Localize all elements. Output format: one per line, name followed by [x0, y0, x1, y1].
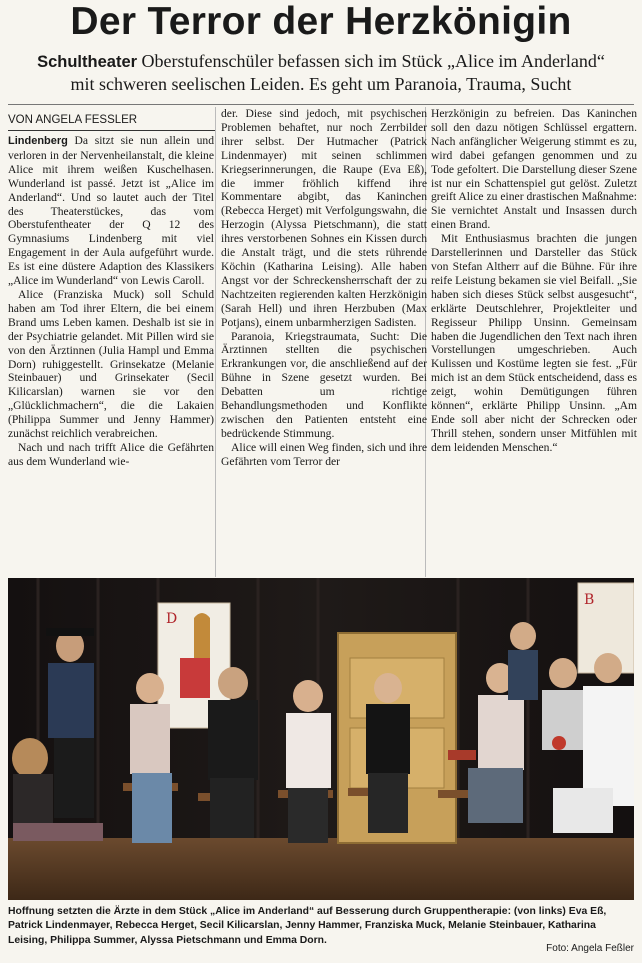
paragraph: Mit Enthusiasmus brachten die jungen Darstellerinnen und Darsteller das Stück von Stefan Altherr auf die Bühne. Für ihre reife Leistung bekamen sie viel Beifall. „Sie haben sich dieses Stück selbst ausgesucht“, erklärte Deutschlehrer, Projektleiter und Regisseur Philipp Unsinn. Gemeinsam haben die Jugendlichen den Text nach ihren Vorstellungen umgeschrieben. Auch Kulissen und Kostüme legten sie fest. „Für mich ist an dem Stück entscheidend, dass es zeigt, wohin Demütigungen führen können“, erklärte Philipp Unsinn. „Am Ende soll aber nicht der Schrecken oder Thrill stehen, sondern unser Mitfühlen mit dem leidenden Menschen.“: [431, 232, 637, 454]
byline: VON ANGELA FESSLER: [8, 113, 216, 131]
photo-caption: Hoffnung setzten die Ärzte in dem Stück „Alice im Anderland“ auf Besserung durch Gruppentherapie: (von links) Eva Eß, Patrick Lindenmayer, Rebecca Herget, Secil Kilicarslan, Jenny Hammer, Franziska Muck, Melanie Steinbauer, Katharina Leising, Philippa Summer, Alyssa Pietschmann und Emma Dorn.: [8, 906, 607, 946]
column-divider: [215, 107, 216, 577]
paragraph: Paranoia, Kriegstraumata, Sucht: Die Ärztinnen stellten die psychischen Erkrankungen vor, die anschließend auf der Bühne in Szene gesetzt wurden. Bei Debatten um richtige Behandlungsmethoden und Konflikte zwischen den Patienten entsteht eine bedrückende Stimmung.: [221, 329, 427, 440]
svg-text:B: B: [584, 592, 595, 608]
subhead-line2: mit schweren seelischen Leiden. Es geht um Paranoia, Trauma, Sucht: [70, 74, 572, 94]
photo-credit: Foto: Angela Feßler: [546, 943, 634, 954]
paragraph: der. Diese sind jedoch, mit psychischen Problemen behaftet, nur noch Zerrbilder ihrer selbst. Der Hutmacher (Patrick Lindenmayer) mit seinen schlimmen Kriegserinnerungen, die Raupe (Eva Eß), die immer fröhlich kiffend ihre Kommentare abgibt, das Kaninchen (Rebecca Herget) mit Verfolgungswahn, die Herzogin (Alyssa Pietschmann), die statt ihres verstorbenen Sohnes ein Kissen durch die Anstalt trägt, und die stets rührende Köchin (Katharina Leising). Alle haben Angst vor der Schreckensherrschaft der zu Nachtzeiten regierenden kalten Herzkönigin (Sarah Hell) und ihren Herzbuben (Max Potjans), einem unbarmherzigen Sadisten.: [221, 107, 427, 329]
article-column-3: [431, 107, 637, 455]
dateline: Lindenberg: [8, 135, 68, 147]
svg-text:D: D: [166, 611, 178, 627]
header-rule: [8, 104, 634, 105]
paragraph: Herzkönigin zu befreien. Das Kaninchen soll den dazu nötigen Schlüssel ergattern. Nach anfänglicher Weigerung stimmt es zu, wird dabei gefangen genommen und zu Tode gefoltert. Die Darstellung dieser Szene ist nur ein Schattenspiel gut gelöst. Zuletzt greift Alice zu einer drastischen Maßnahme: Sie vernichtet Anstalt und Insassen durch einen Brand.: [431, 107, 637, 232]
paragraph: Alice (Franziska Muck) soll Schuld haben am Tod ihrer Eltern, die bei einem Brand ums Leben kamen. Deshalb ist sie in der Psychiatrie gelandet. Mit Pillen wird sie von den Ärztinnen (Julia Hampl und Emma Dorn) ruhiggestellt. Grinsekatze (Melanie Steinbauer) und Grinsekater (Secil Kilicarslan) warnen sie vor den „Glücklichmachern“, die die Lakaien (Philippa Summer und Jenny Hammer) zunächst reichlich verabreichen.: [8, 287, 214, 441]
paragraph-text: Da sitzt sie nun allein und verloren in der Nervenheilanstalt, die kleine Alice mit ihrem weißen Kuschelhasen. Wunderland ist passé. Jetzt ist „Alice im Anderland“. Und so lautet auch der Titel des Theaterstückes, das vom Oberstufentheater der Q 12 des Gymnasiums Lindenberg mit viel Engagement in der Aula aufgeführt wurde. Es ist eine düstere Adaption des Klassikers „Alice im Wunderland“ von Lewis Caroll.: [8, 134, 214, 288]
headline: Der Terror der Herzkönigin: [70, 0, 572, 43]
paragraph: Alice will einen Weg finden, sich und ihre Gefährten vom Terror der: [221, 440, 427, 468]
paragraph: Nach und nach trifft Alice die Gefährten aus dem Wunderland wie-: [8, 440, 214, 468]
rubric: Schultheater: [37, 53, 138, 71]
subheadline: [8, 50, 634, 95]
article-column-1: [8, 134, 214, 469]
stage-photo-illustration: [8, 578, 634, 900]
stage-photo: [8, 578, 634, 900]
subhead-line1: Oberstufenschüler befassen sich im Stück „Alice im Anderland“: [141, 51, 605, 71]
paragraph: [8, 134, 214, 288]
article-column-2: [221, 107, 427, 469]
